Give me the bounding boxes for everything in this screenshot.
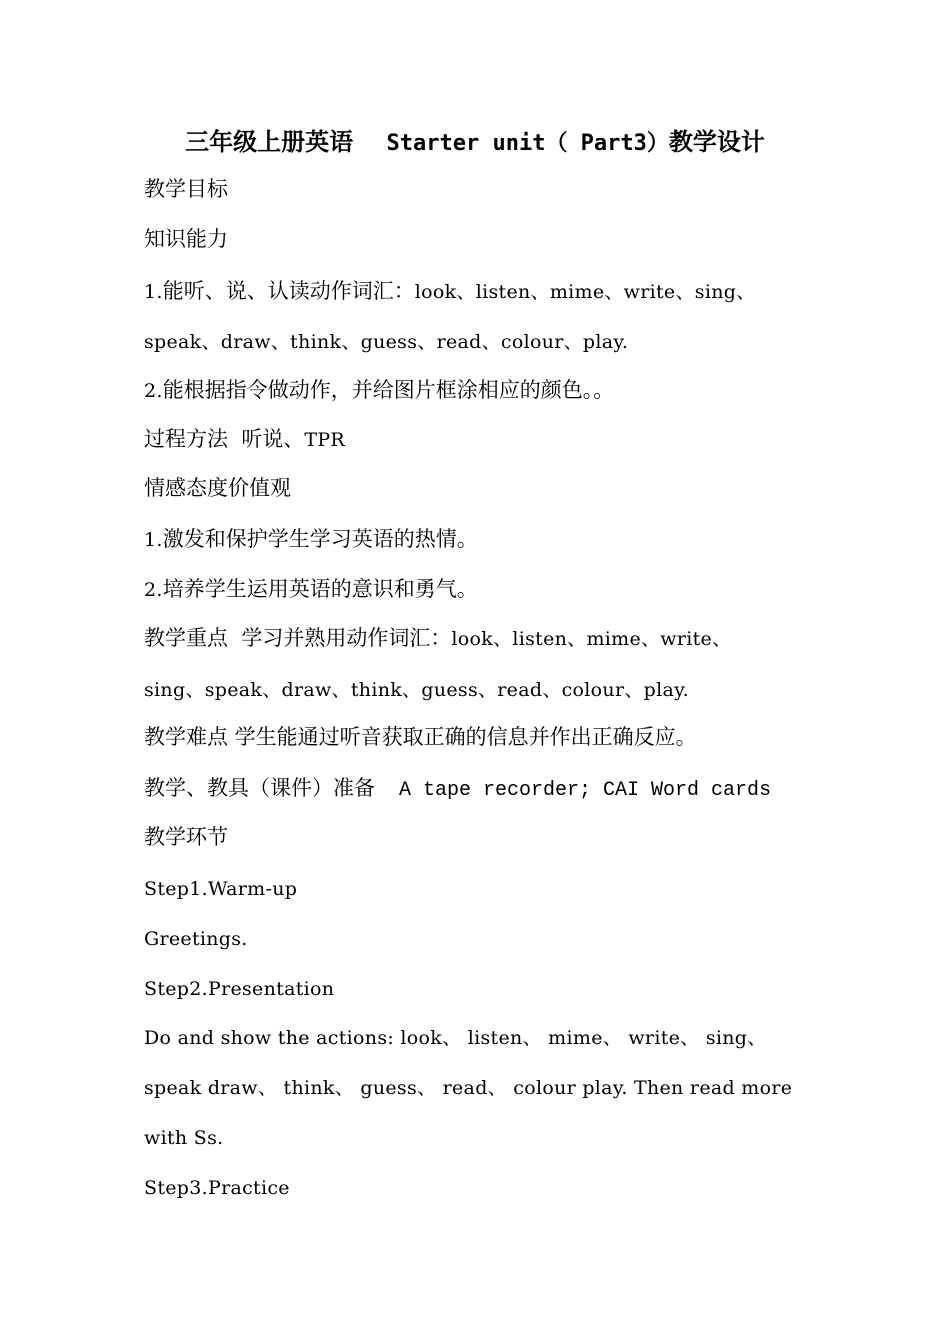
objective-2: 2.能根据指令做动作，并给图片框涂相应的颜色。。 — [144, 378, 615, 402]
document-title — [0, 120, 950, 166]
heading-teaching-steps: 教学环节 — [144, 825, 228, 849]
heading-teaching-objectives: 教学目标 — [144, 177, 228, 201]
teaching-aids: 教学、教具（课件）准备 A tape recorder; CAI Word cards — [144, 776, 772, 802]
step-1-content: Greetings. — [144, 928, 248, 950]
step-2-content-line-1: Do and show the actions: look、 listen、 mime、 write、 sing、 — [144, 1027, 767, 1049]
step-2-content-line-2: speak draw、 think、 guess、 read、 colour play. Then read more — [144, 1077, 793, 1099]
objective-1-continued: speak、draw、think、guess、read、colour、play. — [144, 331, 629, 353]
heading-knowledge-ability: 知识能力 — [144, 227, 228, 251]
value-2: 2.培养学生运用英语的意识和勇气。 — [144, 577, 478, 601]
step-1-heading: Step1.Warm-up — [144, 878, 298, 900]
heading-emotional-values: 情感态度价值观 — [144, 476, 291, 500]
value-1: 1.激发和保护学生学习英语的热情。 — [144, 527, 478, 551]
title-cn: 三年级上册英语 — [185, 128, 354, 156]
step-2-heading: Step2.Presentation — [144, 978, 335, 1000]
title-suffix: 教学设计 — [668, 128, 765, 156]
key-points-continued: sing、speak、draw、think、guess、read、colour、play. — [144, 679, 689, 701]
step-3-heading: Step3.Practice — [144, 1177, 290, 1199]
title-en: Starter unit（ Part3） — [386, 131, 669, 156]
objective-1: 1.能听、说、认读动作词汇：look、listen、mime、write、sing、 — [144, 279, 756, 303]
process-method: 过程方法 听说、TPR — [144, 427, 346, 451]
difficult-points: 教学难点 学生能通过听音获取正确的信息并作出正确反应。 — [144, 725, 697, 749]
key-points: 教学重点 学习并熟用动作词汇：look、listen、mime、write、 — [144, 626, 732, 650]
step-2-content-line-3: with Ss. — [144, 1127, 224, 1149]
